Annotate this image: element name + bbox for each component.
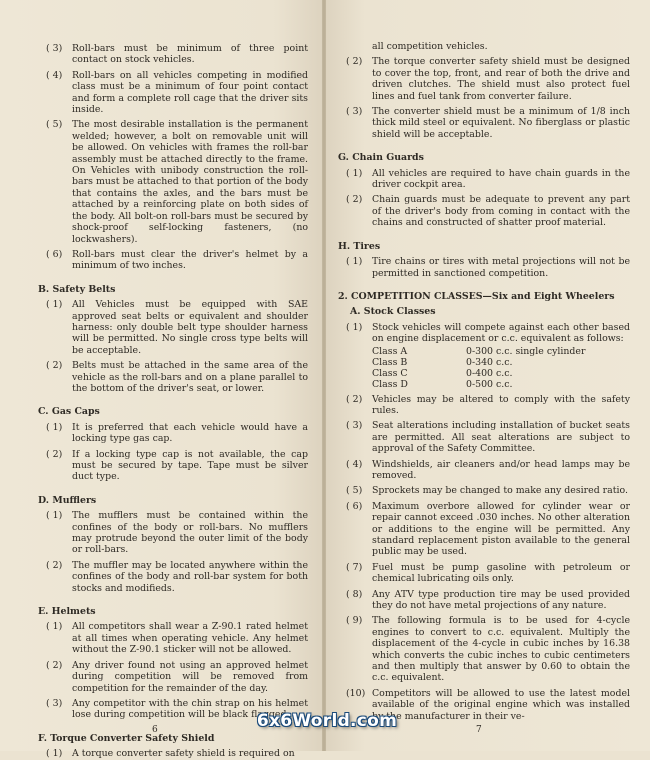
item-text: Roll-bars must clear the driver's helmet by a minimum of two inches. xyxy=(72,248,308,272)
list-item xyxy=(38,360,308,394)
item-number: ( 6) xyxy=(46,248,63,260)
list-item xyxy=(338,168,630,191)
item-number: ( 6) xyxy=(346,500,363,512)
gas-caps-items xyxy=(38,422,308,483)
list-item xyxy=(38,748,308,759)
right-page xyxy=(326,0,650,751)
safety-belts-items xyxy=(38,299,308,394)
section-heading-competition-classes: 2. COMPETITION CLASSES—Six and Eight Wheelers xyxy=(338,290,615,302)
item-text: Vehicles may be altered to comply with the safety rules. xyxy=(372,393,630,416)
item-text: If a locking type cap is not available, the cap must be secured by tape. Tape must be silver duct type. xyxy=(72,448,308,483)
item-text: Roll-bars on all vehicles competing in modified class must be a minimum of four point contact and form a complete roll cage that the driver sits inside. xyxy=(72,69,308,116)
item-text: Fuel must be pump gasoline with petroleum or chemical lubricating oils only. xyxy=(372,561,630,585)
torque-shield-items xyxy=(38,748,308,759)
class-value: 0-340 c.c. xyxy=(466,356,513,368)
list-item xyxy=(338,56,630,102)
list-item xyxy=(38,660,308,694)
item-number: ( 1) xyxy=(46,299,63,311)
item-text: The following formula is to be used for 4-cycle engines to convert to c.c. equivalent. Multiply the displacement of the 4-cycle in cubic inches by 16.38 which converts the cubic inches to cubic centimeters and then multiply that answer by 0.60 to obtain the c.c. equivalent. xyxy=(372,615,630,684)
section-heading-helmets: E. Helmets xyxy=(38,606,96,618)
tires-items xyxy=(338,256,630,279)
item-number: ( 1) xyxy=(46,748,63,760)
item-text: Any driver found not using an approved helmet during competition will be removed from competition for the remainder of the day. xyxy=(72,659,308,694)
item-text: Competitors will be allowed to use the latest model available of the original engine which was installed by the manufacturer in their ve- xyxy=(372,687,630,722)
item-text: All competitors shall wear a Z-90.1 rated helmet at all times when operating vehicle. Any helmet without the Z-90.1 sticker will not be allowed. xyxy=(72,621,308,656)
class-value: 0-500 c.c. xyxy=(466,378,513,390)
class-name: Class D xyxy=(372,378,408,390)
item-number: ( 4) xyxy=(46,69,63,81)
item-number: ( 1) xyxy=(346,256,363,268)
item-number: ( 7) xyxy=(346,561,363,573)
item-number: ( 2) xyxy=(46,559,63,571)
mufflers-items xyxy=(38,510,308,594)
item-text: Seat alterations including installation of bucket seats are permitted. All seat alterations are subject to approval of the Safety Committee. xyxy=(372,420,630,455)
rollbar-items xyxy=(38,43,308,272)
list-item xyxy=(338,420,630,454)
item-text: Belts must be attached in the same area of the vehicle as the roll-bars and on a plane parallel to the bottom of the driver's seat, or lower. xyxy=(72,360,308,394)
list-item xyxy=(38,449,308,483)
list-item xyxy=(38,621,308,655)
item-number: ( 5) xyxy=(346,485,363,497)
list-item xyxy=(38,422,308,445)
class-table xyxy=(372,346,585,390)
item-number: ( 1) xyxy=(46,621,63,633)
item-number: ( 9) xyxy=(346,615,363,627)
item-number: ( 3) xyxy=(46,43,63,54)
item-number: ( 3) xyxy=(346,420,363,432)
class-name: Class B xyxy=(372,356,408,368)
item-text: Any competitor with the chin strap on his helmet lose during competition will be black flagged. xyxy=(72,697,308,721)
item-text: Stock vehicles will compete against each other based on engine displacement or c.c. equivalent as follows: xyxy=(372,321,630,345)
class-row xyxy=(372,368,585,379)
item-text: The torque converter safety shield must be designed to cover the top, front, and rear of both the drive and driven clutches. The shield must also protect fuel lines and fuel tank from converter failure. xyxy=(372,56,630,102)
item-text: The mufflers must be contained within the confines of the body or roll-bars. No mufflers may protrude beyond the outer limit of the body or roll-bars. xyxy=(72,510,308,556)
item-number: ( 2) xyxy=(346,56,363,68)
item-number: ( 3) xyxy=(46,697,63,709)
item-text: Chain guards must be adequate to prevent any part of the driver's body from coming in contact with the chains and constructed of shatter proof material. xyxy=(372,194,630,229)
list-item xyxy=(38,510,308,556)
list-item xyxy=(338,615,630,683)
item-number: ( 2) xyxy=(46,659,63,671)
list-item xyxy=(38,43,308,66)
item-number: ( 2) xyxy=(346,393,363,405)
list-item xyxy=(38,70,308,116)
item-number: ( 2) xyxy=(46,448,63,460)
item-number: ( 3) xyxy=(346,106,363,118)
item-text: Windshields, air cleaners and/or head lamps may be removed. xyxy=(372,458,630,481)
item-number: ( 1) xyxy=(346,321,363,333)
class-value: 0-300 c.c. single cylinder xyxy=(466,345,586,357)
class-name: Class C xyxy=(372,367,408,379)
torque-shield-items-cont xyxy=(338,56,630,140)
item-text: Maximum overbore allowed for cylinder wear or repair cannot exceed .030 inches. No other alteration or additions to the engine will be permitted. Any standard replacement piston available to the general public may be used. xyxy=(372,500,630,558)
item-text: It is preferred that each vehicle would have a locking type gas cap. xyxy=(72,421,308,445)
item-number: ( 4) xyxy=(346,458,363,470)
section-heading-mufflers: D. Mufflers xyxy=(38,494,97,506)
item-number: ( 8) xyxy=(346,588,363,600)
page-number: 6 xyxy=(152,724,158,735)
list-item xyxy=(338,589,630,612)
class-row xyxy=(372,379,585,390)
item-text: Sprockets may be changed to make any desired ratio. xyxy=(372,485,628,497)
list-item xyxy=(338,562,630,585)
chain-guards-items xyxy=(338,168,630,229)
item-text: The muffler may be located anywhere within the confines of the body and roll-bar system for both stocks and modifieds. xyxy=(72,559,308,594)
class-name: Class A xyxy=(372,345,408,357)
list-item xyxy=(38,119,308,244)
list-item xyxy=(338,485,630,496)
item-text: Any ATV type production tire may be used provided they do not have metal projections of any nature. xyxy=(372,588,630,612)
item-text: The most desirable installation is the permanent welded; however, a bolt on removable unit will be allowed. On vehicles with frames the roll-bar assembly must be attached directly to the frame. On Vehicles with unibody construction the roll-bars must be attached to that portion of the body that contains the axles, and the bars must be attached by a reinforcing plate on both sides of the body. All bolt-on roll-bars must be secured by shock-proof self-locking fasteners, (no lockwashers). xyxy=(72,119,308,245)
item-number: ( 1) xyxy=(46,510,63,522)
list-item xyxy=(338,394,630,417)
item-number: ( 2) xyxy=(346,194,363,206)
section-heading-safety-belts: B. Safety Belts xyxy=(38,283,116,295)
class-row xyxy=(372,357,585,368)
item-number: (10) xyxy=(346,687,366,699)
continued-text: all competition vehicles. xyxy=(372,41,488,52)
item-number: ( 1) xyxy=(46,421,63,433)
list-item xyxy=(338,322,630,390)
helmets-items xyxy=(38,621,308,720)
item-number: ( 5) xyxy=(46,119,63,131)
list-item xyxy=(338,459,630,482)
stock-classes-items xyxy=(338,394,630,723)
item-text: All vehicles are required to have chain guards in the driver cockpit area. xyxy=(372,167,630,191)
list-item xyxy=(338,106,630,140)
item-text: All Vehicles must be equipped with SAE approved seat belts or equivalent and shoulder harness: only double belt type shoulder harness will be permitted. No single cross type belts will be acceptable. xyxy=(72,299,308,356)
class-value: 0-400 c.c. xyxy=(466,367,513,379)
list-item xyxy=(338,501,630,558)
item-number: ( 1) xyxy=(346,167,363,179)
section-heading-torque-shield: F. Torque Converter Safety Shield xyxy=(38,732,215,744)
list-item xyxy=(38,249,308,272)
section-heading-gas-caps: C. Gas Caps xyxy=(38,406,100,418)
item-text: Roll-bars must be minimum of three point contact on stock vehicles. xyxy=(72,43,308,66)
section-heading-chain-guards: G. Chain Guards xyxy=(338,152,424,164)
list-item xyxy=(338,194,630,228)
list-item xyxy=(38,560,308,594)
left-page xyxy=(0,0,322,760)
item-text: A torque converter safety shield is required on xyxy=(72,748,295,760)
watermark-logo: 6x6World.com xyxy=(256,711,398,731)
list-item xyxy=(38,299,308,356)
section-heading-tires: H. Tires xyxy=(338,240,381,252)
subheading-stock-classes: A. Stock Classes xyxy=(350,306,436,318)
item-number: ( 2) xyxy=(46,360,63,372)
item-text: Tire chains or tires with metal projections will not be permitted in sanctioned competition. xyxy=(372,256,630,279)
class-row xyxy=(372,346,585,357)
page-number: 7 xyxy=(476,724,482,735)
list-item xyxy=(338,256,630,279)
item-text: The converter shield must be a minimum of 1/8 inch thick mild steel or equivalent. No fiberglass or plastic shield will be acceptable. xyxy=(372,106,630,140)
